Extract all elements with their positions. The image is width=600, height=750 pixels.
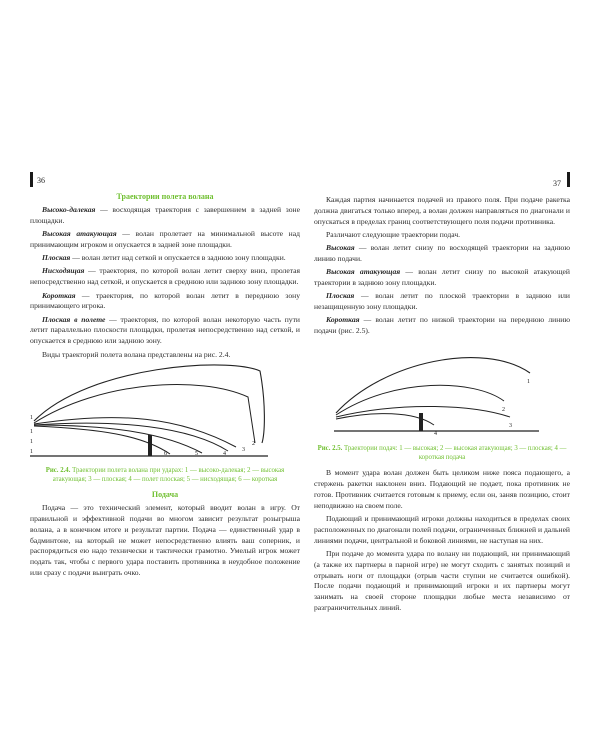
definition-item: Короткая — волан летит по низкой траектории на переднюю линию подачи (рис. 2.5).	[314, 315, 570, 336]
paragraph: Различают следующие траектории подач.	[326, 229, 461, 239]
definition-item: Нисходящая — траектория, по которой волан летит сверху вниз, пролетая непосредственно над сеткой, и опускается в среднюю или заднюю зону площадки.	[30, 266, 300, 287]
fig-label: 2	[502, 407, 505, 414]
fig-label: 1	[30, 448, 33, 455]
serve-paragraph: Подача — это технический элемент, который вводит волан в игру. От правильной и эффективной подачи во многом зависит результат розыгрыша волана, а в конечном итоге и результат партии. Подача — единственный удар в бадминтоне, на который не может непосредственно влиять ваш соперник, и распорядиться ею надо технически и тактически грамотно. Умелый игрок может подать так, чтобы с первого удара поставить противника в неудобное положение или сразу с подачи выиграть очко.	[30, 503, 300, 578]
fig-label: 4	[434, 431, 437, 438]
definition-item: Высокая атакующая — волан пролетает на минимальной высоте над принимающим игроком и опускается в задней зоне площадки.	[30, 229, 300, 249]
figure-intro: Виды траекторий полета волана представлены на рис. 2.4.	[42, 349, 231, 359]
paragraph: Каждая партия начинается подачей из правого поля. При подаче ракетка должна двигаться только вперед, а волан должен направляться по диагонали и опускаться в пределах границ соответствующего поля подачи противника.	[314, 195, 570, 226]
right-page-marker	[567, 172, 570, 187]
definition-item: Плоская — волан летит над сеткой и опускается в заднюю зону площадки.	[42, 253, 286, 263]
figure-2-5-caption: Рис. 2.5. Траектории подач: 1 — высокая; 2 — высокая атакующая; 3 — плоская; 4 — короткая подача	[317, 445, 567, 462]
figure-2-4-caption: Рис. 2.4. Траектории полета волана при ударах: 1 — высоко-далекая; 2 — высокая атакующая; 3 — плоская; 4 — полет плоская; 5 — нисходящая; 6 — короткая	[45, 466, 285, 484]
left-page-number: 36	[37, 176, 45, 185]
paragraph: Подающий и принимающий игроки должны находиться в пределах своих расположенных по диагонали полей подачи, ограниченных ближней и дальней линиями подачи, центральной и боковой линиями, не наступая на них.	[314, 514, 570, 545]
definition-item: Короткая — траектория, по которой волан летит в переднюю зону принимающего игрока.	[30, 290, 300, 311]
definition-item: Высоко-далекая — восходящая траектория с завершением в задней зоне площадки.	[30, 205, 300, 225]
section-heading-serve: Подача	[151, 490, 179, 500]
figure-2-5-serve-trajectories	[324, 341, 544, 441]
fig-label: 1	[30, 414, 33, 421]
left-page-marker	[30, 172, 33, 187]
fig-label: 1	[30, 428, 33, 435]
definition-item: Высокая атакующая — волан летит снизу по высокой атакующей траектории в заднюю зону площадки.	[314, 267, 570, 288]
definition-item: Плоская в полете — траектория, по которой волан некоторую часть пути летит параллельно плоскости площадки, пролетая непосредственно над сеткой, и опускается в среднюю или заднюю зону.	[30, 314, 300, 346]
right-page-number: 37	[553, 179, 561, 188]
right-page	[314, 195, 570, 616]
fig-label: 3	[242, 446, 245, 453]
fig-label: 1	[30, 438, 33, 445]
fig-label: 1	[527, 379, 530, 386]
left-page	[30, 192, 300, 581]
paragraph: В момент удара волан должен быть целиком ниже пояса подающего, а стержень ракетки наклонен вниз. Подающий не подает, пока противник не готов. Противник считается готовым к приему, если он, заняв позицию, стоит неподвижно на своем поле.	[314, 468, 570, 510]
fig-label: 6	[164, 450, 167, 457]
fig-label: 4	[223, 450, 226, 457]
figure-2-4-shuttle-trajectories	[30, 363, 270, 463]
definition-item: Высокая — волан летит снизу по восходящей траектории на заднюю линию подачи.	[314, 243, 570, 263]
fig-label: 2	[252, 440, 255, 447]
definition-item: Плоская — волан летит по плоской траектории в заднюю или незащищенную зону площадки.	[314, 291, 570, 312]
section-heading-trajectories: Траектории полета волана	[116, 192, 214, 201]
fig-label: 5	[195, 450, 198, 457]
paragraph: При подаче до момента удара по волану ни подающий, ни принимающий (а также их партнеры в парной игре) не могут сходить с занятых позиций и отрывать ноги от площадки (отрыв части ступни не считается ошибкой). После подачи подающий и принимающий игроки и их партнеры могут занимать на своей стороне площадки любые места независимо от разграничительных линий.	[314, 549, 570, 613]
fig-label: 3	[509, 423, 512, 430]
